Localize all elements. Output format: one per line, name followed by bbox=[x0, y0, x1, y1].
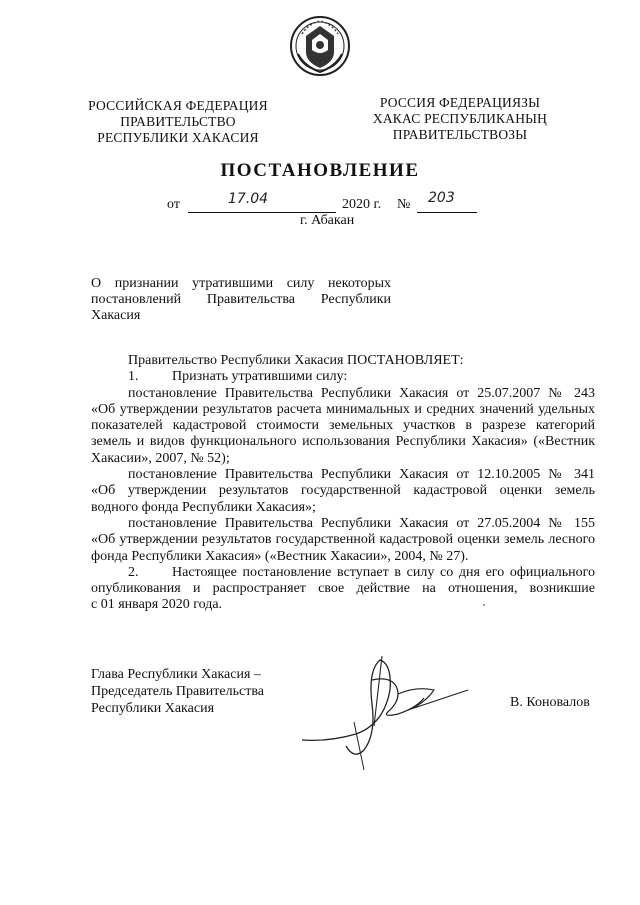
city-label: г. Абакан bbox=[300, 213, 355, 228]
document-body bbox=[91, 353, 595, 614]
header-right-line: ПРАВИТЕЛЬСТВОЗЫ bbox=[392, 127, 528, 142]
paragraph-1-heading bbox=[91, 369, 595, 385]
header-left-block bbox=[78, 98, 278, 146]
paragraph-2-line bbox=[91, 565, 595, 581]
paragraph-2-line: опубликования и распространяет свое действие на отношения, возникшие bbox=[91, 581, 595, 597]
item-line: показателей кадастровой стоимости земельных участков в разрезе категорий bbox=[91, 418, 595, 434]
item-line: Хакасии», 2007, № 52); bbox=[91, 450, 230, 466]
item-line: фонда Республики Хакасия» («Вестник Хакасии», 2004, № 27). bbox=[91, 548, 469, 564]
coat-of-arms-emblem-icon bbox=[288, 14, 352, 78]
subject-word: признании bbox=[114, 276, 179, 291]
item-line: водного фонда Республики Хакасия»; bbox=[91, 499, 316, 515]
number-handwritten: 203 bbox=[428, 190, 455, 206]
header-right-block bbox=[360, 95, 560, 143]
item-line: «Об утверждении результатов государственной кадастровой оценки земель bbox=[91, 483, 595, 499]
paragraph-text: Настоящее постановление вступает в силу со дня его официального bbox=[172, 564, 595, 580]
subject-line bbox=[91, 276, 391, 292]
body-intro: Правительство Республики Хакасия ПОСТАНОВЛЯЕТ: bbox=[128, 353, 464, 368]
header-left-line: РЕСПУБЛИКИ ХАКАСИЯ bbox=[97, 130, 259, 145]
subject-line bbox=[91, 292, 391, 308]
item-line: постановление Правительства Республики Хакасия от 25.07.2007 № 243 bbox=[128, 385, 595, 401]
item-line: «Об утверждении результатов расчета минимальных и средних значений удельных bbox=[91, 401, 595, 417]
signatory-position-line: Глава Республики Хакасия – bbox=[91, 667, 261, 682]
document-subject bbox=[91, 276, 391, 324]
item-line: постановление Правительства Республики Хакасия от 12.10.2005 № 341 bbox=[128, 467, 595, 483]
date-year: 2020 г. bbox=[342, 197, 382, 212]
header-right-line: РОССИЯ ФЕДЕРАЦИЯЗЫ bbox=[379, 95, 541, 110]
paragraph-number: 1. bbox=[128, 369, 139, 385]
subject-word: силу bbox=[286, 276, 315, 291]
signatory-name: В. Коновалов bbox=[510, 695, 590, 710]
subject-word: некоторых bbox=[328, 276, 391, 291]
paragraph-2-line: с 01 января 2020 года. bbox=[91, 597, 223, 613]
subject-word: постановлений bbox=[91, 292, 182, 307]
subject-word: О bbox=[91, 276, 102, 291]
item-line: земель и видов функционального использования Республики Хакасия» («Вестник bbox=[91, 434, 595, 450]
number-label: № bbox=[397, 197, 411, 212]
paragraph-number: 2. bbox=[128, 564, 139, 580]
item-line: постановление Правительства Республики Хакасия от 27.05.2004 № 155 bbox=[128, 515, 595, 531]
signatory-position bbox=[91, 666, 264, 717]
date-handwritten: 17.04 bbox=[228, 191, 269, 207]
scan-speck bbox=[483, 604, 485, 606]
signatory-position-line: Республики Хакасия bbox=[91, 701, 215, 716]
subject-word: утратившими bbox=[192, 276, 274, 291]
signatory-position-line: Председатель Правительства bbox=[91, 684, 264, 699]
header-left-line: РОССИЙСКАЯ ФЕДЕРАЦИЯ bbox=[88, 98, 268, 113]
header-right-line: ХАКАС РЕСПУБЛИКАНЫҢ bbox=[372, 111, 548, 126]
header-left-line: ПРАВИТЕЛЬСТВО bbox=[120, 114, 236, 129]
document-title: ПОСТАНОВЛЕНИЕ bbox=[220, 160, 420, 181]
paragraph-text: Признать утратившими силу: bbox=[172, 369, 348, 385]
subject-line: Хакасия bbox=[91, 308, 141, 323]
subject-word: Правительства bbox=[206, 292, 296, 307]
item-line: «Об утверждении результатов государственной кадастровой оценки земель лесного bbox=[91, 532, 595, 548]
date-from-label: от bbox=[167, 197, 180, 212]
handwritten-signature-icon bbox=[298, 650, 488, 770]
subject-word: Республики bbox=[320, 292, 391, 307]
